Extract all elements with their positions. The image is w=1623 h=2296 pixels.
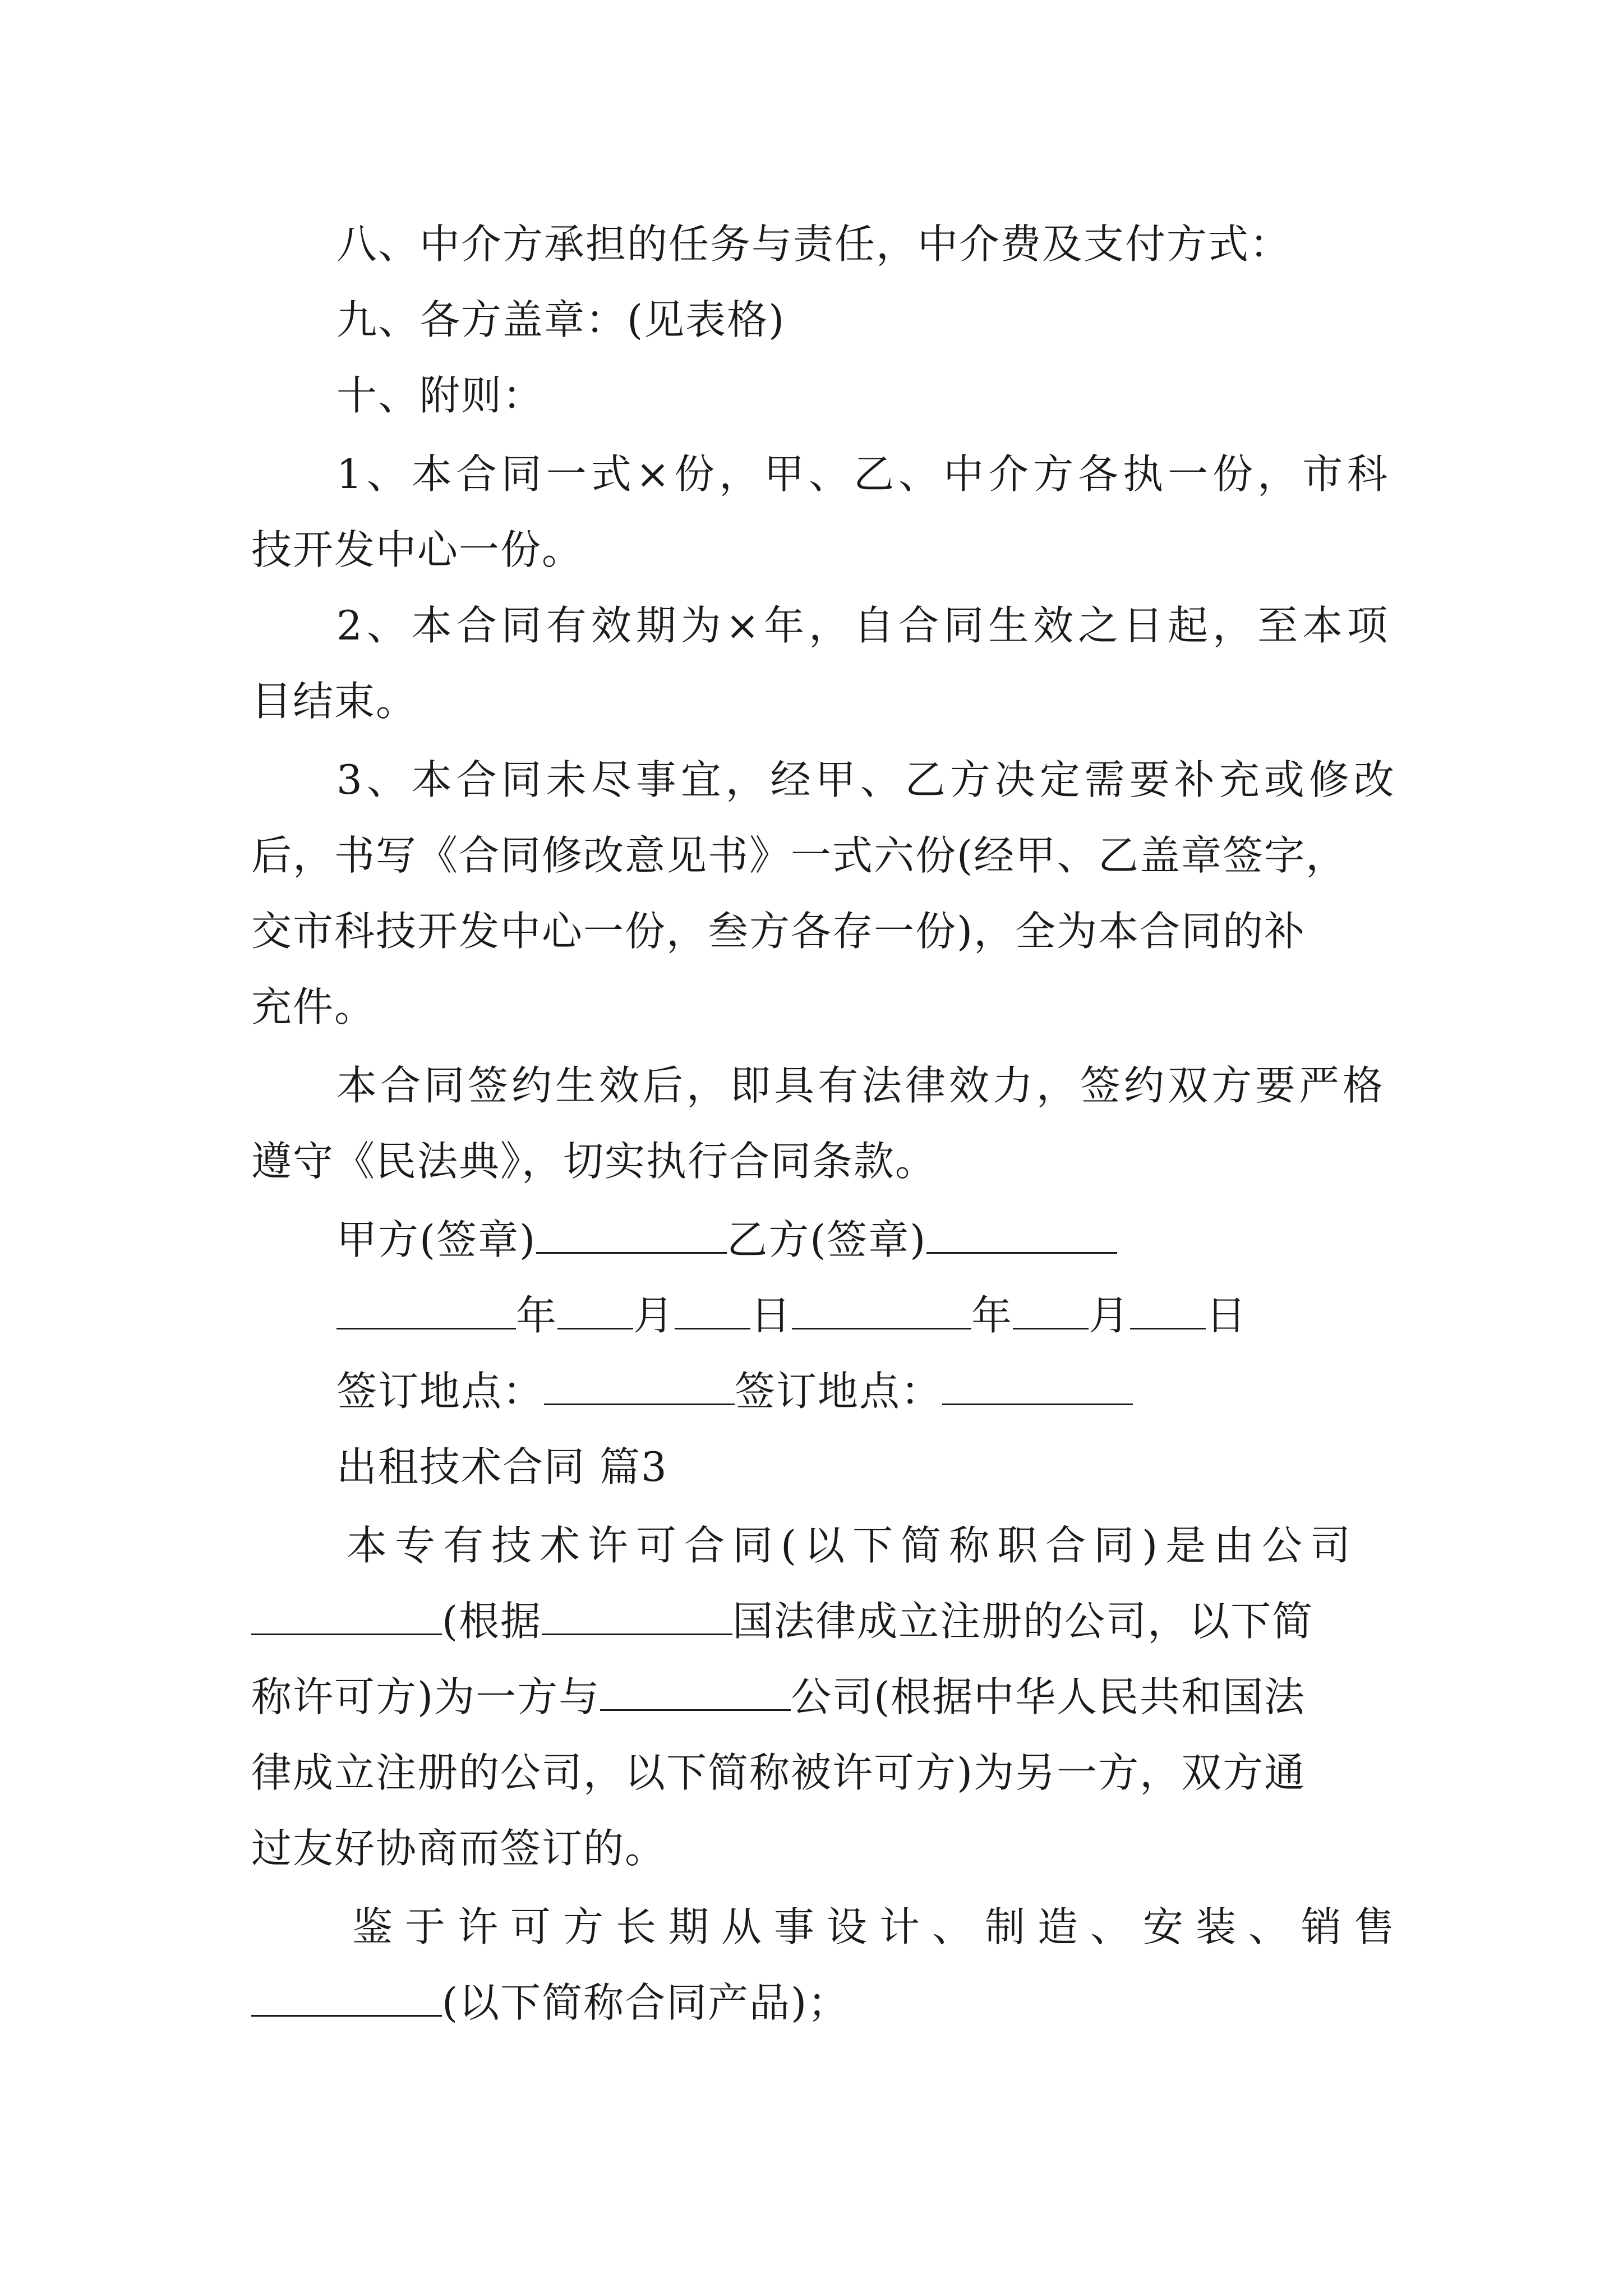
year-label-a: 年 [516, 1292, 558, 1339]
company-blank [251, 1595, 442, 1635]
country-blank [542, 1595, 732, 1635]
clause-8: 八、中介方承担的任务与责任，中介费及支付方式： [336, 220, 1292, 268]
day-blank-b [1130, 1290, 1206, 1329]
rule-3-line-1: 3、本合同未尽事宜，经甲、乙方决定需要补充或修改 [336, 756, 1399, 803]
license-para-text-b: 国法律成立注册的公司，以下简 [732, 1598, 1314, 1645]
license-para-text-a: (根据 [442, 1598, 542, 1645]
whereas-line-1: 鉴于许可方长期从事设计、制造、安装、销售 [352, 1903, 1407, 1950]
month-blank-b [1013, 1290, 1089, 1329]
year-blank-a [336, 1290, 516, 1329]
party-a-signature-label: 甲方(签章) [336, 1216, 537, 1263]
effect-line-2: 遵守《民法典》，切实执行合同条款。 [251, 1138, 937, 1185]
license-para-line-4: 律成立注册的公司，以下简称被许可方)为另一方，双方通 [251, 1749, 1306, 1796]
place-row [336, 1363, 1133, 1419]
date-row [336, 1287, 1247, 1343]
whereas-line-2 [251, 1975, 849, 2031]
license-para-line-1: 本专有技术许可合同(以下简称职合同)是由公司 [347, 1522, 1359, 1569]
day-label-b: 日 [1206, 1292, 1248, 1339]
day-label-a: 日 [750, 1292, 792, 1339]
rule-2-line-2: 目结束。 [251, 678, 418, 725]
rule-3-line-4: 充件。 [251, 983, 376, 1030]
party-a-place-label: 签订地点： [336, 1368, 545, 1415]
year-blank-b [792, 1290, 971, 1329]
license-para-line-5: 过友好协商而签订的。 [251, 1825, 667, 1872]
rule-3-line-3: 交市科技开发中心一份，叁方各存一份)，全为本合同的补 [251, 908, 1306, 955]
signature-row [336, 1212, 1117, 1268]
rule-2-line-1: 2、本合同有效期为×年，自合同生效之日起，至本项 [336, 602, 1393, 649]
whereas-text: (以下简称合同产品)； [442, 1979, 850, 2026]
year-label-b: 年 [971, 1292, 1013, 1339]
rule-1-line-1: 1、本合同一式×份，甲、乙、中介方各执一份，市科 [336, 450, 1393, 498]
party-b-signature-blank [926, 1214, 1117, 1254]
party-a-signature-blank [536, 1214, 727, 1254]
month-label-b: 月 [1089, 1292, 1131, 1339]
clause-10: 十、附则： [336, 372, 545, 419]
party-b-signature-label: 乙方(签章) [727, 1216, 927, 1263]
party-a-place-blank [544, 1365, 735, 1405]
day-blank-a [675, 1290, 750, 1329]
section-heading: 出租技术合同 篇3 [336, 1443, 668, 1490]
party-b-place-blank [942, 1365, 1133, 1405]
license-para-text-d: 公司(根据中华人民共和国法 [791, 1673, 1306, 1720]
effect-line-1: 本合同签约生效后，即具有法律效力，签约双方要严格 [336, 1062, 1387, 1109]
month-blank-a [557, 1290, 633, 1329]
party-b-place-label: 签订地点： [735, 1368, 943, 1415]
clause-9: 九、各方盖章：(见表格) [336, 296, 786, 343]
rule-1-line-2: 技开发中心一份。 [251, 526, 584, 573]
license-para-line-2 [251, 1593, 1313, 1649]
month-label-a: 月 [633, 1292, 675, 1339]
licensee-company-blank [600, 1671, 791, 1711]
license-para-line-3 [251, 1669, 1306, 1725]
license-para-text-c: 称许可方)为一方与 [251, 1673, 601, 1720]
rule-3-line-2: 后，书写《合同修改意见书》一式六份(经甲、乙盖章签字， [251, 832, 1348, 879]
product-blank [251, 1977, 442, 2017]
